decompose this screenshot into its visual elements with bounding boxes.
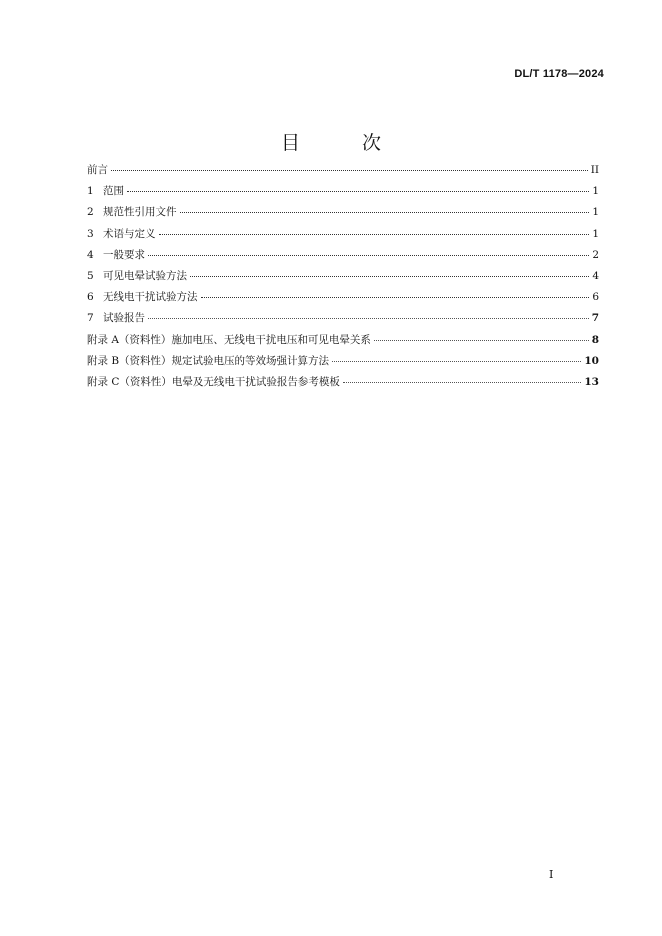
toc-leader	[127, 191, 589, 192]
toc-leader	[190, 276, 589, 277]
page-number: I	[549, 868, 554, 881]
toc-entry-1[interactable]	[87, 183, 599, 204]
toc-entry-foreword[interactable]	[87, 162, 599, 183]
toc-entry-4[interactable]	[87, 247, 599, 268]
toc-entry-appendix-a[interactable]	[87, 332, 599, 353]
toc-entry-number: 3	[87, 227, 94, 240]
toc-title: 目 次	[280, 132, 410, 154]
toc-entry-page: 2	[592, 248, 599, 261]
toc-entry-page: 1	[592, 227, 599, 240]
toc-entry-appendix-c[interactable]	[87, 374, 599, 395]
toc-leader	[374, 340, 589, 341]
toc-leader	[201, 297, 590, 298]
toc-entry-label: 试验报告	[103, 312, 145, 325]
toc-entry-page: II	[590, 164, 599, 176]
toc-entry-label: 可见电晕试验方法	[103, 269, 187, 282]
toc-entry-2[interactable]	[87, 204, 599, 225]
toc-entry-label: 附录 C（资料性）电晕及无线电干扰试验报告参考模板	[87, 375, 340, 388]
toc-entry-appendix-b[interactable]	[87, 353, 599, 374]
toc-entry-label: 一般要求	[103, 248, 145, 261]
toc-entry-page: 1	[592, 185, 599, 198]
toc-leader	[148, 255, 589, 256]
toc-entry-label: 前言	[87, 164, 108, 176]
toc-entry-page: 13	[584, 375, 599, 388]
toc-leader	[148, 318, 589, 319]
document-code: DL/T 1178—2024	[514, 68, 604, 80]
toc-entry-label: 附录 B（资料性）规定试验电压的等效场强计算方法	[87, 354, 330, 367]
toc-entry-number: 6	[87, 291, 94, 304]
toc-entry-label: 无线电干扰试验方法	[103, 291, 198, 304]
toc-entry-page: 4	[592, 269, 599, 282]
toc-leader	[343, 382, 582, 383]
toc-leader	[159, 234, 590, 235]
toc-entry-number: 1	[87, 185, 94, 198]
toc-entry-6[interactable]	[87, 289, 599, 310]
toc-entry-page: 7	[591, 312, 599, 325]
toc-entry-page: 10	[584, 354, 599, 367]
toc-entry-number: 2	[87, 206, 94, 219]
toc-entry-label: 术语与定义	[103, 227, 156, 240]
toc-entry-page: 8	[591, 333, 599, 346]
toc-entry-number: 5	[87, 269, 94, 282]
toc-entry-label: 范围	[103, 185, 124, 198]
toc-entry-7[interactable]	[87, 310, 599, 331]
toc-entry-label: 规范性引用文件	[103, 206, 177, 219]
toc-leader	[332, 361, 581, 362]
toc-leader	[111, 170, 588, 171]
table-of-contents	[87, 162, 599, 395]
toc-entry-label: 附录 A（资料性）施加电压、无线电干扰电压和可见电晕关系	[87, 333, 371, 346]
toc-entry-number: 4	[87, 248, 94, 261]
toc-entry-number: 7	[87, 312, 94, 325]
toc-leader	[180, 212, 590, 213]
toc-entry-5[interactable]	[87, 268, 599, 289]
toc-entry-page: 6	[592, 291, 599, 304]
toc-entry-page: 1	[592, 206, 599, 219]
toc-entry-3[interactable]	[87, 226, 599, 247]
